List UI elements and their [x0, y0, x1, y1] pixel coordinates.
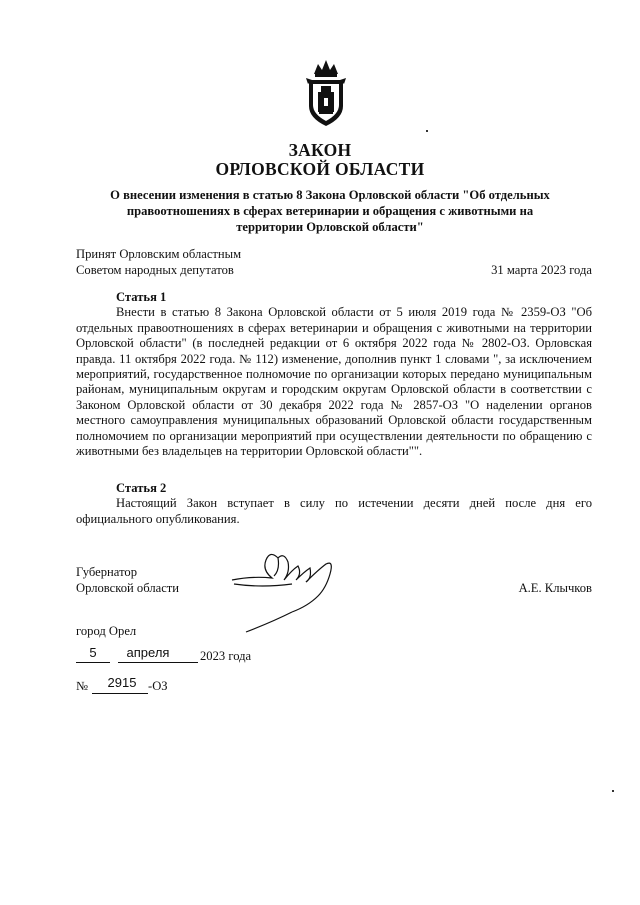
handwritten-signature	[222, 540, 352, 645]
article-1	[76, 290, 592, 459]
scan-speck	[612, 790, 614, 792]
number-underline	[92, 693, 148, 694]
article-2-text: Настоящий Закон вступает в силу по истечении десяти дней после дня его официального опубликования.	[76, 496, 592, 526]
day-underline	[76, 662, 110, 663]
signatory-name: А.Е. Клычков	[518, 581, 592, 595]
scan-speck	[426, 130, 428, 132]
enactment-month: апреля	[126, 645, 170, 660]
law-number-prefix: №	[76, 679, 89, 693]
signatory-position-line2: Орловской области	[76, 581, 180, 595]
month-underline	[118, 662, 198, 663]
law-number: 2915	[107, 675, 137, 690]
adopted-by-line1: Принят Орловским областным	[76, 247, 242, 261]
adoption-date: 31 марта 2023 года	[491, 263, 592, 277]
article-2	[76, 481, 592, 527]
article-2-heading: Статья 2	[116, 481, 167, 495]
adopted-by-line2: Советом народных депутатов	[76, 263, 234, 277]
coat-of-arms-emblem	[304, 56, 348, 128]
law-subtitle: О внесении изменения в статью 8 Закона Орловской области "Об отдельных правоотношениях в сферах ветеринарии и обращения с животными на территории Орловской области"	[110, 188, 550, 234]
signatory-position-line1: Губернатор	[76, 565, 137, 579]
law-number-suffix: -ОЗ	[148, 679, 168, 693]
article-1-text: Внести в статью 8 Закона Орловской области от 5 июля 2019 года № 2359-ОЗ "Об отдельных правоотношениях в сферах ветеринарии и обращения с животными на территории Орловской области" (в последней редакции от 6 октября 2022 года № 2802-ОЗ. Орловская правда. 11 октября 2022 года. № 112) изменение, дополнив пункт 1 словами ", за исключением мероприятий, государственное полномочие по организации которых передано муниципальным районам, муниципальным округам и городским округам Орловской области в соответствии с Законом Орловской области от 30 декабря 2022 года № 2857-ОЗ "О наделении органов местного самоуправления муниципальных образований Орловской области государственным полномочием по организации мероприятий при осуществлении деятельности по обращению с животными без владельцев на территории Орловской области"".	[76, 305, 592, 459]
article-1-heading: Статья 1	[116, 290, 167, 304]
law-title-line1: ЗАКОН	[288, 140, 352, 160]
law-title-line2: ОРЛОВСКОЙ ОБЛАСТИ	[215, 159, 425, 179]
enactment-year: 2023 года	[200, 649, 252, 663]
enactment-day: 5	[89, 645, 97, 660]
city-name: город Орел	[76, 624, 137, 638]
